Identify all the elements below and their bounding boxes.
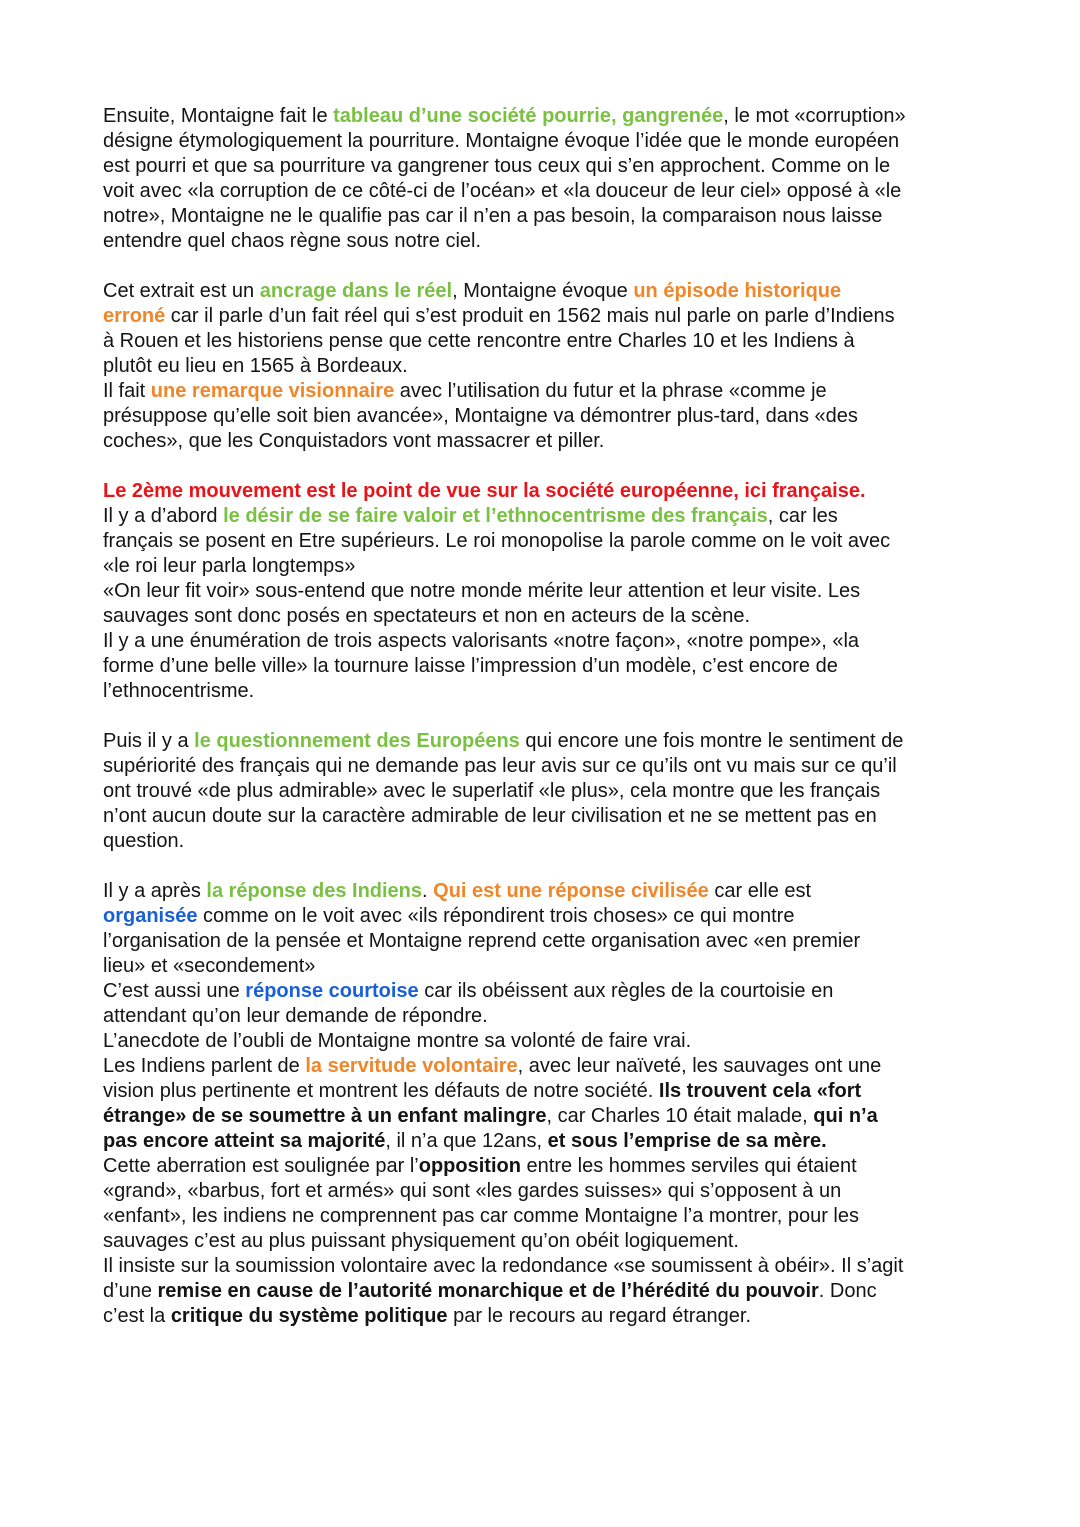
text-segment: C’est aussi une [103, 980, 246, 1002]
highlight-green: la réponse des Indiens [206, 880, 423, 902]
section-heading-paragraph [103, 479, 983, 704]
text-segment: sauvages c’est au plus puissant physiquement qu’on obéit logiquement. [103, 1230, 739, 1252]
text-line [103, 1104, 983, 1129]
text-line [103, 154, 983, 179]
text-segment: présuppose qu’elle soit bien avancée», Montaigne va démontrer plus-tard, dans «des [103, 405, 858, 427]
text-line [103, 1129, 983, 1154]
text-segment: L’anecdote de l’oubli de Montaigne montre sa volonté de faire vrai. [103, 1030, 692, 1052]
text-segment: , car les [767, 505, 838, 527]
text-segment: d’une [103, 1280, 158, 1302]
text-line [103, 1179, 983, 1204]
text-segment: désigne étymologiquement la pourriture. Montaigne évoque l’idée que le monde européen [103, 130, 900, 152]
text-line [103, 479, 983, 504]
text-line [103, 1004, 983, 1029]
text-segment: entre les hommes serviles qui étaient [520, 1155, 857, 1177]
text-line [103, 579, 983, 604]
text-line [103, 204, 983, 229]
text-segment: voit avec «la corruption de ce côté-ci de l’océan» et «la douceur de leur ciel» opposé à «le [103, 180, 902, 202]
text-segment: forme d’une belle ville» la tournure laisse l’impression d’un modèle, c’est encore de [103, 655, 838, 677]
text-line [103, 779, 983, 804]
text-segment: , car Charles 10 était malade, [546, 1105, 814, 1127]
text-segment: car elle est [708, 880, 812, 902]
text-segment: , le mot «corruption» [723, 105, 906, 127]
paragraph [103, 104, 983, 254]
text-line [103, 379, 983, 404]
text-line [103, 754, 983, 779]
highlight-green: le questionnement des Européens [194, 730, 520, 752]
text-segment: notre», Montaigne ne le qualifie pas car il n’en a pas besoin, la comparaison nous laisse [103, 205, 883, 227]
text-line [103, 304, 983, 329]
text-line [103, 504, 983, 529]
text-line [103, 679, 983, 704]
text-line [103, 629, 983, 654]
bold-emphasis: pas encore atteint sa majorité [103, 1130, 386, 1152]
text-segment: . [422, 880, 434, 902]
text-segment: Ensuite, Montaigne fait le [103, 105, 334, 127]
text-segment: coches», que les Conquistadors vont massacrer et piller. [103, 430, 605, 452]
text-segment: Il y a après [103, 880, 207, 902]
bold-emphasis: Ils trouvent cela «fort [658, 1080, 862, 1102]
text-line [103, 354, 983, 379]
highlight-orange: un épisode historique [633, 280, 842, 302]
text-line [103, 1029, 983, 1054]
text-segment: car il parle d’un fait réel qui s’est produit en 1562 mais nul parle on parle d’Indiens [165, 305, 895, 327]
paragraph-spacer [103, 454, 983, 479]
text-line [103, 329, 983, 354]
text-segment: Il y a d’abord [103, 505, 224, 527]
text-segment: Cette aberration est soulignée par l’ [103, 1155, 419, 1177]
text-line [103, 279, 983, 304]
text-line [103, 729, 983, 754]
text-line [103, 1254, 983, 1279]
text-line [103, 179, 983, 204]
text-segment: ont trouvé «de plus admirable» avec le superlatif «le plus», cela montre que les français [103, 780, 881, 802]
text-segment: , il n’a que 12ans, [385, 1130, 548, 1152]
text-segment: l’ethnocentrisme. [103, 680, 255, 702]
text-segment: «enfant», les indiens ne comprennent pas car comme Montaigne l’a montrer, pour les [103, 1205, 859, 1227]
bold-emphasis: qui n’a [813, 1105, 878, 1127]
text-line [103, 929, 983, 954]
highlight-orange: la servitude volontaire [305, 1055, 518, 1077]
text-segment: plutôt eu lieu en 1565 à Bordeaux. [103, 355, 408, 377]
section-title-red: Le 2ème mouvement est le point de vue sur la société européenne, ici française. [103, 480, 866, 502]
text-line [103, 1229, 983, 1254]
highlight-blue: organisée [103, 905, 198, 927]
highlight-orange: une remarque visionnaire [150, 380, 395, 402]
paragraph [103, 729, 983, 854]
document-page [103, 104, 983, 1329]
paragraph-spacer [103, 254, 983, 279]
text-segment: attendant qu’on leur demande de répondre. [103, 1005, 488, 1027]
text-line [103, 1079, 983, 1104]
text-segment: . Donc [818, 1280, 877, 1302]
text-line [103, 1204, 983, 1229]
paragraph-spacer [103, 854, 983, 879]
highlight-orange: Qui est une réponse civilisée [433, 880, 709, 902]
text-segment: supériorité des français qui ne demande pas leur avis sur ce qu’ils ont vu mais sur ce qu’il [103, 755, 897, 777]
bold-emphasis: opposition [418, 1155, 521, 1177]
text-segment: Les Indiens parlent de [103, 1055, 306, 1077]
text-segment: «grand», «barbus, fort et armés» qui sont «les gardes suisses» qui s’opposent à un [103, 1180, 842, 1202]
text-line [103, 529, 983, 554]
text-segment: n’ont aucun doute sur la caractère admirable de leur civilisation et ne se mettent pas en [103, 805, 877, 827]
text-line [103, 429, 983, 454]
text-segment: Il fait [103, 380, 151, 402]
text-segment: est pourri et que sa pourriture va gangrener tous ceux qui s’en approchent. Comme on le [103, 155, 891, 177]
text-line [103, 654, 983, 679]
text-segment: à Rouen et les historiens pense que cette rencontre entre Charles 10 et les Indiens à [103, 330, 855, 352]
text-line [103, 104, 983, 129]
text-segment: , Montaigne évoque [452, 280, 634, 302]
text-line [103, 979, 983, 1004]
text-segment: entendre quel chaos règne sous notre ciel. [103, 230, 482, 252]
highlight-blue: réponse courtoise [245, 980, 419, 1002]
text-line [103, 404, 983, 429]
paragraph [103, 279, 983, 454]
text-segment: Il insiste sur la soumission volontaire avec la redondance «se soumissent à obéir». Il s’agit [103, 1255, 904, 1277]
text-segment: sauvages sont donc posés en spectateurs et non en acteurs de la scène. [103, 605, 751, 627]
text-segment: avec l’utilisation du futur et la phrase «comme je [394, 380, 827, 402]
text-segment: Cet extrait est un [103, 280, 260, 302]
text-line [103, 129, 983, 154]
text-line [103, 1304, 983, 1329]
text-line [103, 804, 983, 829]
highlight-green: le désir de se faire valoir et l’ethnocentrisme des français [223, 505, 768, 527]
paragraph [103, 879, 983, 1329]
text-segment: «le roi leur parla longtemps» [103, 555, 356, 577]
highlight-green: ancrage dans le réel [259, 280, 453, 302]
text-segment: question. [103, 830, 185, 852]
text-segment: , avec leur naïveté, les sauvages ont une [517, 1055, 882, 1077]
text-segment: Il y a une énumération de trois aspects valorisants «notre façon», «notre pompe», «la [103, 630, 860, 652]
text-line [103, 1154, 983, 1179]
text-segment: c’est la [103, 1305, 171, 1327]
highlight-orange: erroné [103, 305, 166, 327]
text-line [103, 604, 983, 629]
bold-emphasis: remise en cause de l’autorité monarchique et de l’hérédité du pouvoir [157, 1280, 819, 1302]
bold-emphasis: étrange» de se soumettre à un enfant malingre [103, 1105, 547, 1127]
highlight-green: tableau d’une société pourrie, gangrenée [333, 105, 724, 127]
text-line [103, 1279, 983, 1304]
text-segment: vision plus pertinente et montrent les défauts de notre société. [103, 1080, 659, 1102]
text-line [103, 879, 983, 904]
text-line [103, 829, 983, 854]
text-segment: Puis il y a [103, 730, 195, 752]
bold-emphasis: et sous l’emprise de sa mère. [547, 1130, 827, 1152]
text-segment: français se posent en Etre supérieurs. Le roi monopolise la parole comme on le voit avec [103, 530, 891, 552]
paragraph-spacer [103, 704, 983, 729]
text-segment: par le recours au regard étranger. [447, 1305, 752, 1327]
text-line [103, 904, 983, 929]
text-segment: qui encore une fois montre le sentiment de [519, 730, 904, 752]
text-line [103, 229, 983, 254]
text-line [103, 554, 983, 579]
bold-emphasis: critique du système politique [170, 1305, 448, 1327]
text-segment: lieu» et «secondement» [103, 955, 316, 977]
text-segment: car ils obéissent aux règles de la courtoisie en [418, 980, 834, 1002]
text-segment: l’organisation de la pensée et Montaigne reprend cette organisation avec «en premier [103, 930, 861, 952]
text-segment: «On leur fit voir» sous-entend que notre monde mérite leur attention et leur visite. Les [103, 580, 861, 602]
text-segment: comme on le voit avec «ils répondirent trois choses» ce qui montre [197, 905, 795, 927]
text-line [103, 1054, 983, 1079]
text-line [103, 954, 983, 979]
